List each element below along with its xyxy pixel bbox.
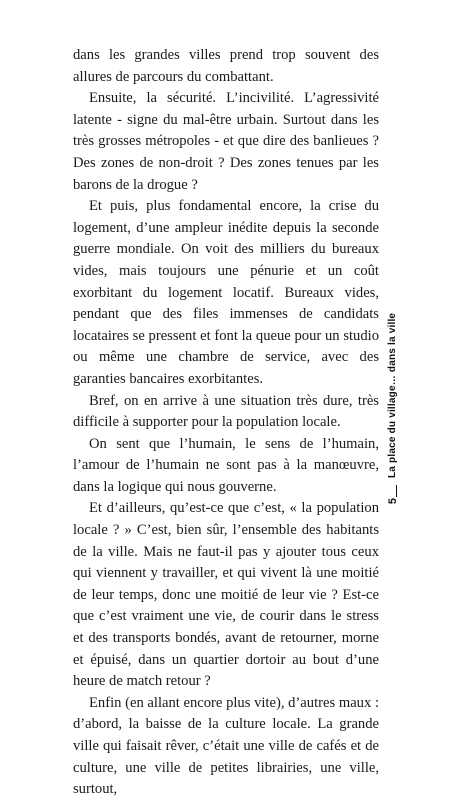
body-text (73, 45, 379, 801)
paragraph: Et puis, plus fondamental encore, la crise du logement, d’une ampleur inédite depuis la seconde guerre mondiale. On voit des milliers du bureaux vides, mais toujours une pénurie et un coût exorbitant du logement locatif. Bureaux vides, pendant que des files immenses de candidats locataires se pressent et font la queue pour un studio ou même une chambre de service, avec des garanties bancaires exorbitantes. (73, 198, 379, 387)
paragraph: Enfin (en allant encore plus vite), d’autres maux : d’abord, la baisse de la culture locale. La grande ville qui faisait rêver, c’était une ville de cafés et de culture, une ville de petites librairies, une ville, surtout, (73, 694, 379, 798)
paragraph: On sent que l’humain, le sens de l’humain, l’amour de l’humain ne sont pas à la manœuvre, dans la logique qui nous gouverne. (73, 435, 379, 495)
paragraph: Ensuite, la sécurité. L’incivilité. L’agressivité latente - signe du mal-être urbain. Surtout dans les très grosses métropoles - et que dire des banlieues ? Des zones de non-droit ? Des zones tenues par les barons de la drogue ? (73, 90, 379, 193)
running-head-divider (396, 485, 397, 497)
paragraph: Bref, on en arrive à une situation très dure, très difficile à supporter pour la population locale. (73, 392, 379, 431)
paragraph: Et d’ailleurs, qu’est-ce que c’est, « la population locale ? » C’est, bien sûr, l’ensemble des habitants de la ville. Mais ne faut-il pas y ajouter tous ceux qui viennent y travailler, et qui vivent là une moitié de leur temps, donc une moitié de leur vie ? Est-ce que c’est vraiment une vie, de courir dans le stress et des transports bondés, avant de retourner, morne et épuisé, dans un quartier dortoir au bout d’une heure de match retour ? (73, 500, 379, 690)
running-head (387, 310, 407, 640)
running-head-title: La place du village… dans la ville (387, 312, 398, 478)
page-number: 5 (387, 498, 399, 505)
paragraph: dans les grandes villes prend trop souvent des allures de parcours du combattant. (73, 47, 379, 85)
